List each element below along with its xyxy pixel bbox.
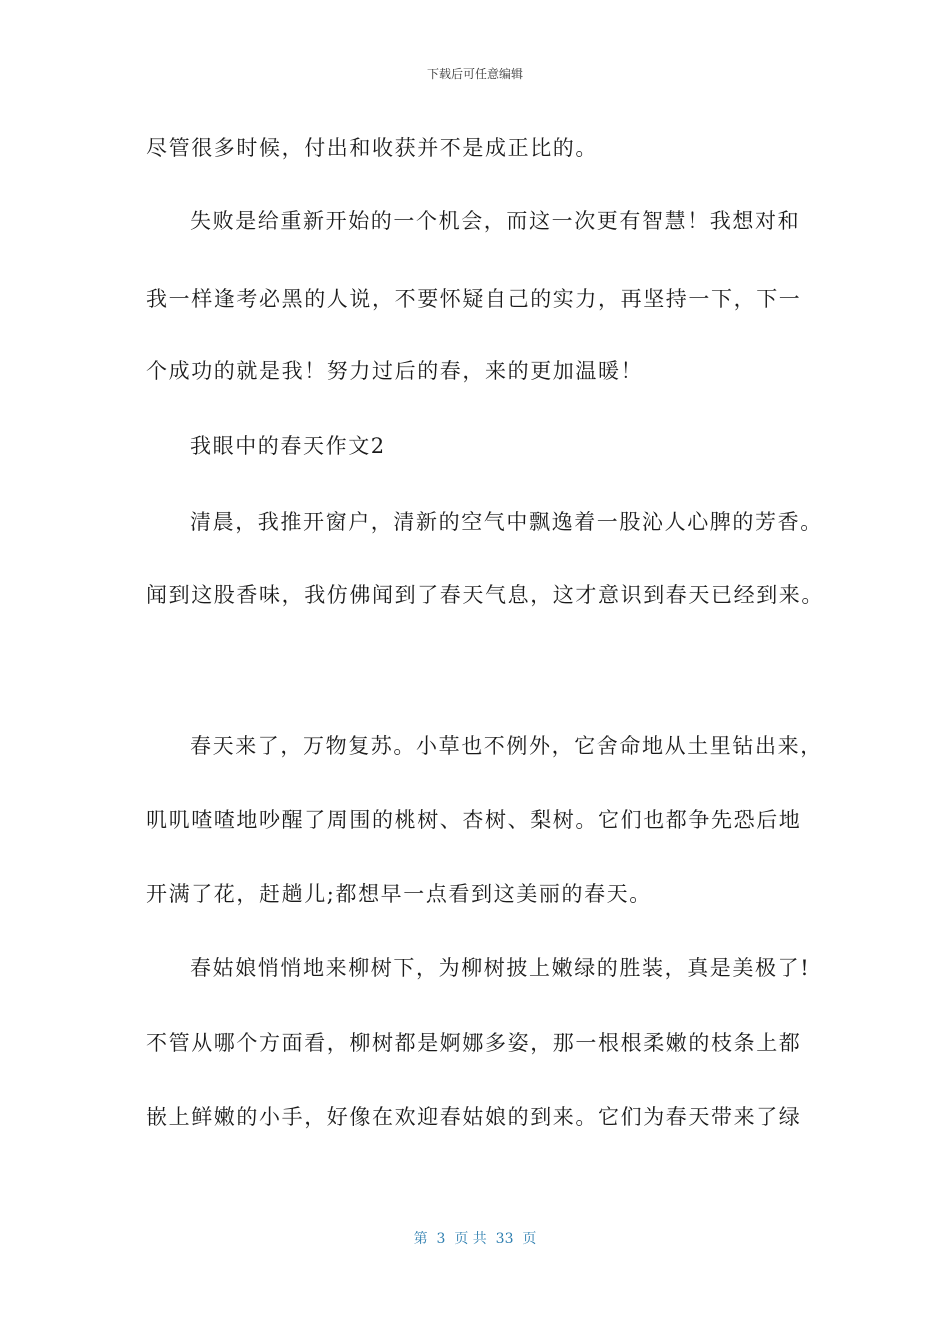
body-text-line: 叽叽喳喳地吵醒了周围的桃树、杏树、梨树。它们也都争先恐后地: [146, 808, 802, 832]
body-text-line: 嵌上鲜嫩的小手，好像在欢迎春姑娘的到来。它们为春天带来了绿: [146, 1105, 802, 1129]
body-text-line: 春姑娘悄悄地来柳树下，为柳树披上嫩绿的胜装，真是美极了!: [190, 956, 811, 980]
body-text-line: 个成功的就是我！努力过后的春，来的更加温暖！: [146, 359, 644, 383]
page-number-footer: 第 3 页 共 33 页: [413, 1231, 537, 1247]
section-heading: 我眼中的春天作文2: [190, 434, 386, 458]
body-text-line: 不管从哪个方面看，柳树都是婀娜多姿，那一根根柔嫩的枝条上都: [146, 1031, 802, 1055]
body-text-line: 闻到这股香味，我仿佛闻到了春天气息，这才意识到春天已经到来。: [146, 583, 824, 607]
body-text-line: 我一样逢考必黑的人说，不要怀疑自己的实力，再坚持一下，下一: [146, 287, 802, 311]
body-text-line: 尽管很多时候，付出和收获并不是成正比的。: [146, 136, 598, 160]
page-header: 下载后可任意编辑: [426, 67, 523, 81]
body-text-line: 开满了花，赶趟儿;都想早一点看到这美丽的春天。: [146, 882, 652, 906]
body-text-line: 清晨，我推开窗户，清新的空气中飘逸着一股沁人心脾的芳香。: [190, 510, 823, 534]
body-text-line: 春天来了，万物复苏。小草也不例外，它舍命地从土里钻出来，: [190, 734, 823, 758]
body-text-line: 失败是给重新开始的一个机会，而这一次更有智慧！我想对和: [190, 209, 801, 233]
